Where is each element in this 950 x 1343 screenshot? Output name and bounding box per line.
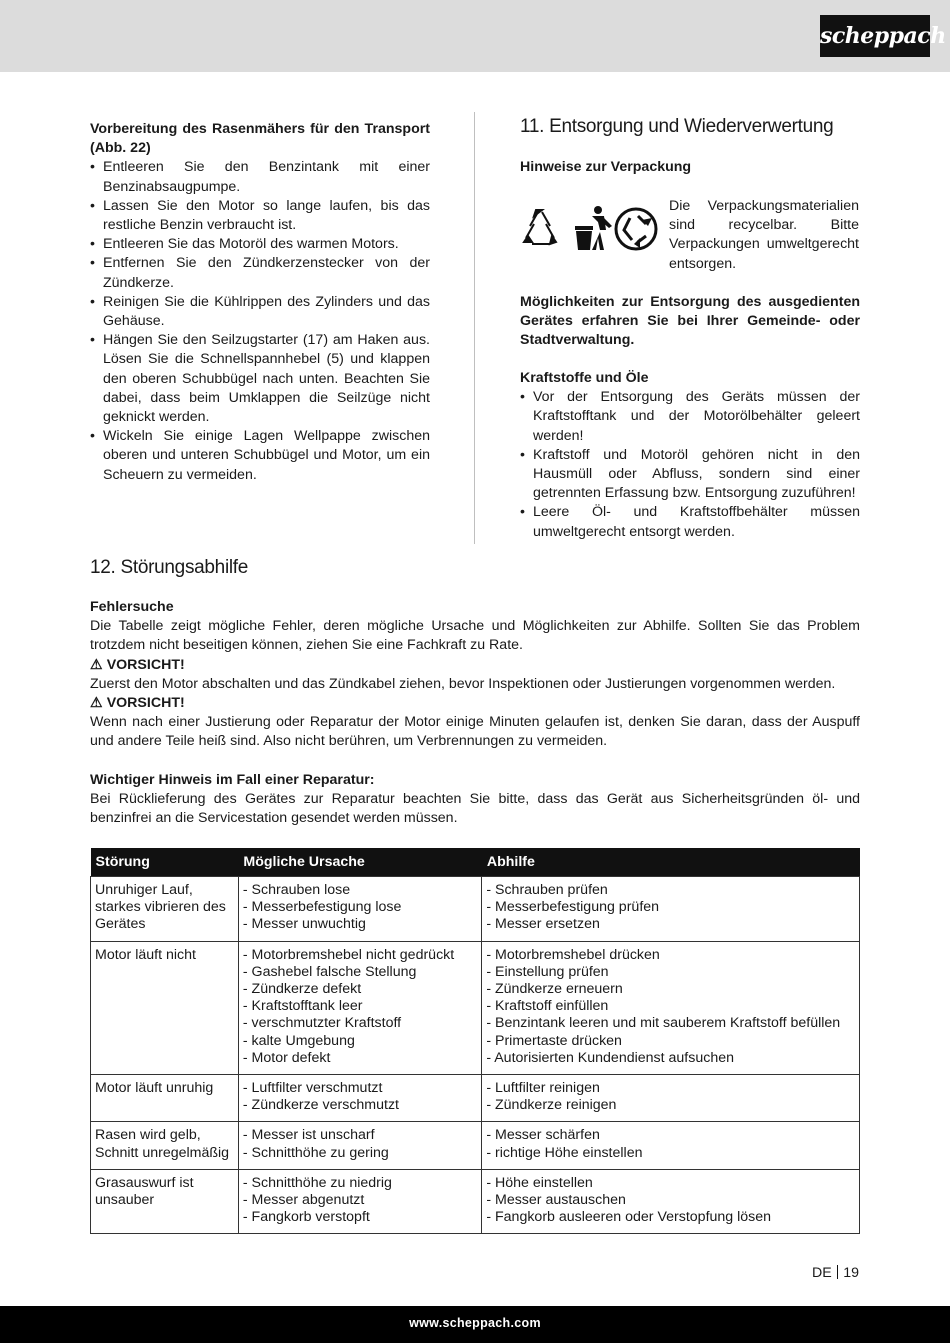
cell-line: - Schnitthöhe zu gering <box>242 1144 389 1161</box>
cell-line: - richtige Höhe einstellen <box>486 1144 643 1161</box>
cell-line: - Einstellung prüfen <box>486 963 609 980</box>
list-item: • Entleeren Sie den Benzintank mit einer Benzinabsaugpumpe. <box>90 158 430 196</box>
cell-line: - Fangkorb verstopft <box>242 1209 370 1226</box>
column-divider <box>474 112 475 544</box>
table-cell-remedy <box>482 1075 860 1122</box>
fuel-section <box>520 369 860 542</box>
list-item: • Vor der Entsorgung des Geräts müssen der Kraftstofftank und der Motorölbehälter geleert werden! <box>520 388 860 446</box>
list-item: • Hängen Sie den Seilzugstarter (17) am Haken aus. Lösen Sie die Schnellspannhebel (5) und klappen den oberen Schubbügel nach unten. Beachten Sie dabei, dass beim Umklappen die Seilzüge nicht geknickt werden. <box>90 331 430 427</box>
cell-line: - Schrauben lose <box>242 882 351 898</box>
repair-heading: Wichtiger Hinweis im Fall einer Reparatur: <box>90 772 375 788</box>
cell-line: Motor läuft nicht <box>95 946 196 963</box>
cell-line: - Zündkerze erneuern <box>486 981 623 998</box>
column-header: Störung <box>91 848 239 877</box>
table-cell-cause <box>238 1122 481 1169</box>
table-row <box>91 877 860 942</box>
cell-line: - Messerbefestigung prüfen <box>486 899 660 916</box>
header-bar <box>0 0 950 72</box>
cell-line: Rasen wird gelb, <box>95 1127 201 1144</box>
fuel-heading: Kraftstoffe und Öle <box>520 370 649 386</box>
cell-line: - Motorbremshebel drücken <box>486 946 660 963</box>
table-row <box>91 1169 860 1234</box>
cell-line: - kalte Umgebung <box>242 1032 355 1049</box>
table-cell-cause <box>238 1169 481 1234</box>
table-body <box>91 877 860 1234</box>
recycle-icon <box>524 210 556 244</box>
troubleshooting-intro <box>90 598 860 752</box>
website-url: www.scheppach.com <box>409 1316 541 1330</box>
cell-line: - Höhe einstellen <box>486 1174 593 1191</box>
fehlersuche-heading: Fehlersuche <box>90 599 174 615</box>
table-cell-cause <box>238 941 481 1074</box>
disposal-icons <box>520 204 662 254</box>
cell-line: Motor läuft unruhig <box>95 1080 214 1097</box>
cell-line: starkes vibrieren des <box>95 899 226 916</box>
page-num: 19 <box>843 1265 859 1281</box>
cell-line: - Luftfilter reinigen <box>486 1080 600 1097</box>
transport-section <box>90 120 430 485</box>
section-11-title: 11. Entsorgung und Wiederverwertung <box>520 116 834 137</box>
cell-line: - Messer austauschen <box>486 1192 626 1209</box>
column-header: Abhilfe <box>482 848 860 877</box>
table-cell-cause <box>238 1075 481 1122</box>
repair-text: Bei Rücklieferung des Gerätes zur Reparatur beachten Sie bitte, dass das Gerät aus Sicherheitsgründen öl- und benzinfrei an die Servicestation gesendet werden müssen. <box>90 791 860 827</box>
troubleshooting-table <box>90 848 860 1234</box>
warning-icon: ⚠ <box>90 695 103 712</box>
cell-line: Schnitt unregelmäßig <box>95 1144 230 1161</box>
cell-line: - Messer abgenutzt <box>242 1192 365 1209</box>
cell-line: Unruhiger Lauf, <box>95 882 193 898</box>
cell-line: - Motor defekt <box>242 1049 331 1066</box>
warning-icon: ⚠ <box>90 656 103 673</box>
cell-line: - verschmutzter Kraftstoff <box>242 1015 402 1032</box>
list-item: • Kraftstoff und Motoröl gehören nicht in den Hausmüll oder Abfluss, sondern sind einer getrennten Erfassung bzw. Entsorgung zuzuführen! <box>520 446 860 504</box>
table-cell-fault <box>91 1075 239 1122</box>
list-item: • Reinigen Sie die Kühlrippen des Zylinders und das Gehäuse. <box>90 293 430 331</box>
warning-1-text: Zuerst den Motor abschalten und das Zündkabel ziehen, bevor Inspektionen oder Justierungen vorgenommen werden. <box>90 675 836 692</box>
recyclable-package-icon <box>616 209 656 249</box>
table-cell-fault <box>91 877 239 942</box>
table-header-row <box>91 848 860 877</box>
cell-line: - Messer schärfen <box>486 1127 600 1144</box>
list-item: • Wickeln Sie einige Lagen Wellpappe zwischen oberen und unteren Schubbügel und Motor, um ein Scheuern zu vermeiden. <box>90 427 430 485</box>
footer-bar <box>0 1306 950 1343</box>
disposal-text: Möglichkeiten zur Entsorgung des ausgedienten Gerätes erfahren Sie bei Ihrer Gemeinde- oder Stadtverwaltung. <box>520 294 860 349</box>
fehlersuche-text: Die Tabelle zeigt mögliche Fehler, deren mögliche Ursache und Möglichkeiten zur Abhilfe. Sollten Sie das Problem trotzdem nicht beseitigen können, ziehen Sie eine Fachkraft zu Rate. <box>90 618 860 654</box>
page-number <box>812 1265 859 1281</box>
table-cell-remedy <box>482 877 860 942</box>
packaging-heading: Hinweise zur Verpackung <box>520 159 692 175</box>
cell-line: Gerätes <box>95 916 146 933</box>
table-row <box>91 941 860 1074</box>
transport-list <box>90 158 430 484</box>
cell-line: - Kraftstofftank leer <box>242 998 363 1015</box>
packaging-text: Die Verpackungsmaterialien sind recycelbar. Bitte Verpackungen umweltgerecht entsorgen. <box>669 198 859 272</box>
list-item: • Entleeren Sie das Motoröl des warmen Motors. <box>90 235 430 254</box>
cell-line: - Messer ist unscharf <box>242 1127 375 1144</box>
warning-1-label <box>90 656 860 675</box>
table-cell-fault <box>91 941 239 1074</box>
cell-line: - Gashebel falsche Stellung <box>242 963 417 980</box>
scheppach-logo: scheppach <box>820 15 930 57</box>
list-item: • Leere Öl- und Kraftstoffbehälter müssen umweltgerecht entsorgt werden. <box>520 503 860 541</box>
cell-line: Grasauswurf ist <box>95 1174 194 1191</box>
cell-line: unsauber <box>95 1192 155 1209</box>
cell-line: - Messerbefestigung lose <box>242 899 402 916</box>
list-item: • Lassen Sie den Motor so lange laufen, bis das restliche Benzin verbraucht ist. <box>90 197 430 235</box>
trash-bin-icon <box>575 206 612 250</box>
cell-line: - Motorbremshebel nicht gedrückt <box>242 946 455 963</box>
cell-line: - Messer unwuchtig <box>242 916 366 933</box>
cell-line: - Fangkorb ausleeren oder Verstopfung lösen <box>486 1209 772 1226</box>
cell-line: - Schnitthöhe zu niedrig <box>242 1174 392 1191</box>
cell-line: - Zündkerze verschmutzt <box>242 1097 399 1114</box>
warning-label: VORSICHT! <box>106 695 185 712</box>
cell-line: - Zündkerze reinigen <box>486 1097 617 1114</box>
repair-note <box>90 771 860 829</box>
cell-line: - Autorisierten Kundendienst aufsuchen <box>486 1049 734 1066</box>
cell-line: - Messer ersetzen <box>486 916 600 933</box>
section-12-title: 12. Störungsabhilfe <box>90 557 249 578</box>
cell-line: - Schrauben prüfen <box>486 882 608 898</box>
warning-2-label <box>90 694 860 713</box>
table-row <box>91 1122 860 1169</box>
cell-line: - Primertaste drücken <box>486 1032 622 1049</box>
cell-line: - Luftfilter verschmutzt <box>242 1080 383 1097</box>
table-cell-remedy <box>482 941 860 1074</box>
transport-heading: Vorbereitung des Rasenmähers für den Transport (Abb. 22) <box>90 121 430 157</box>
fuel-list <box>520 388 860 542</box>
warning-2-text: Wenn nach einer Justierung oder Reparatur der Motor einige Minuten gelaufen ist, denken Sie daran, dass der Auspuff und andere Teile heiß sind. Also nicht berühren, um Verbrennungen zu vermeiden. <box>90 714 860 750</box>
table-cell-fault <box>91 1122 239 1169</box>
table-row <box>91 1075 860 1122</box>
cell-line: - Zündkerze defekt <box>242 981 362 998</box>
table-cell-fault <box>91 1169 239 1234</box>
table-cell-remedy <box>482 1169 860 1234</box>
cell-line: - Benzintank leeren und mit sauberem Kraftstoff befüllen <box>486 1015 841 1032</box>
cell-line: - Kraftstoff einfüllen <box>486 998 609 1015</box>
column-header: Mögliche Ursache <box>238 848 481 877</box>
table-cell-cause <box>238 877 481 942</box>
separator <box>837 1265 839 1279</box>
list-item: • Entfernen Sie den Zündkerzenstecker von der Zündkerze. <box>90 254 430 292</box>
table-cell-remedy <box>482 1122 860 1169</box>
warning-label: VORSICHT! <box>106 656 185 673</box>
language-code: DE <box>812 1265 832 1281</box>
